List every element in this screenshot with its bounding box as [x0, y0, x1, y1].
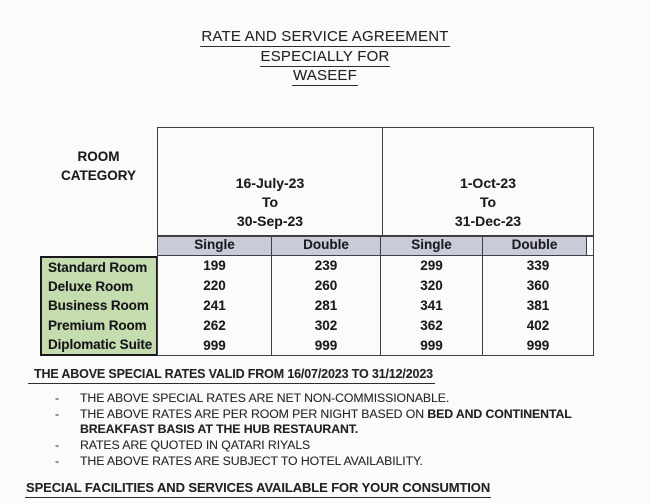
rate-cell: 402 [526, 317, 550, 333]
room-category-header [40, 147, 157, 185]
room-category-header-line-1: ROOM [77, 149, 120, 164]
title-line-3: WASEEF [293, 67, 357, 84]
season-2-from: 1-Oct-23 [459, 175, 517, 191]
notes-list [55, 391, 620, 470]
season-2-to: 31-Dec-23 [454, 213, 522, 229]
note-item [55, 454, 620, 470]
rate-cell: 260 [314, 278, 338, 294]
season-2-header [382, 128, 593, 235]
occupancy-header-double-2: Double [483, 237, 587, 255]
rate-cell: 381 [526, 297, 550, 313]
rate-cell: 362 [420, 317, 443, 333]
rate-cell: 220 [203, 278, 226, 294]
occupancy-header-single-1: Single [158, 237, 272, 255]
dash-bullet: - [55, 406, 59, 421]
note-text: THE ABOVE RATES ARE SUBJECT TO HOTEL AVAILABILITY. [80, 453, 423, 468]
rate-cell: 999 [420, 337, 443, 353]
room-category-column [40, 256, 158, 356]
rate-cell: 281 [314, 297, 338, 313]
rate-cell: 320 [420, 278, 443, 294]
room-category-cell: Deluxe Room [48, 279, 134, 295]
room-category-cell: Business Room [48, 298, 149, 314]
rates-column-season2-single [381, 256, 483, 355]
rate-cell: 341 [420, 297, 443, 313]
note-text-bold: BREAKFAST BASIS AT THE HUB RESTAURANT. [80, 422, 359, 437]
season-1-header [158, 128, 382, 235]
dash-bullet: - [55, 391, 59, 405]
rates-grid [157, 256, 594, 356]
rate-cell: 241 [203, 297, 226, 313]
rate-cell: 339 [526, 258, 550, 274]
facilities-heading: SPECIAL FACILITIES AND SERVICES AVAILABLE FOR YOUR CONSUMTION [25, 480, 491, 495]
rates-column-season1-double [272, 256, 381, 355]
occupancy-header-row [157, 236, 594, 256]
season-2-to-word: To [479, 194, 497, 210]
dash-bullet: - [55, 438, 59, 453]
note-text: THE ABOVE SPECIAL RATES ARE NET NON-COMMISSIONABLE. [80, 391, 450, 405]
room-category-cell: Premium Room [48, 317, 147, 333]
season-1-from: 16-July-23 [235, 175, 305, 191]
title-line-1: RATE AND SERVICE AGREEMENT [201, 28, 449, 45]
note-item [55, 407, 620, 438]
title-line-2: ESPECIALLY FOR [260, 47, 390, 65]
rates-column-season1-single [158, 256, 272, 355]
rate-cell: 360 [526, 278, 550, 294]
dash-bullet: - [55, 453, 59, 468]
occupancy-header-filler [587, 237, 593, 255]
rate-cell: 302 [314, 317, 338, 333]
document-title [0, 27, 650, 86]
room-category-cell: Standard Room [48, 260, 148, 276]
room-category-cell: Diplomatic Suite [48, 336, 153, 352]
rate-cell: 999 [526, 337, 550, 353]
note-text-bold: BED AND CONTINENTAL [427, 406, 572, 421]
note-text-regular: THE ABOVE RATES ARE PER ROOM PER NIGHT BASED ON [80, 406, 428, 421]
rate-cell: 199 [203, 258, 226, 274]
note-text: RATES ARE QUOTED IN QATARI RIYALS [80, 438, 311, 453]
rate-cell: 299 [420, 258, 443, 274]
validity-heading: THE ABOVE SPECIAL RATES VALID FROM 16/07/2023 TO 31/12/2023 [28, 367, 435, 381]
season-1-to-word: To [261, 194, 279, 210]
rate-cell: 999 [314, 337, 338, 353]
rate-cell: 239 [314, 258, 338, 274]
note-item [55, 391, 620, 407]
occupancy-header-double-1: Double [272, 237, 381, 255]
season-header-row [157, 127, 594, 236]
rate-cell: 999 [203, 337, 226, 353]
occupancy-header-single-2: Single [381, 237, 483, 255]
room-category-header-line-2: CATEGORY [60, 168, 136, 183]
season-1-to: 30-Sep-23 [236, 213, 304, 229]
note-item [55, 438, 620, 454]
rates-column-season2-double [483, 256, 593, 355]
note-text [80, 407, 572, 438]
rate-cell: 262 [203, 317, 226, 333]
